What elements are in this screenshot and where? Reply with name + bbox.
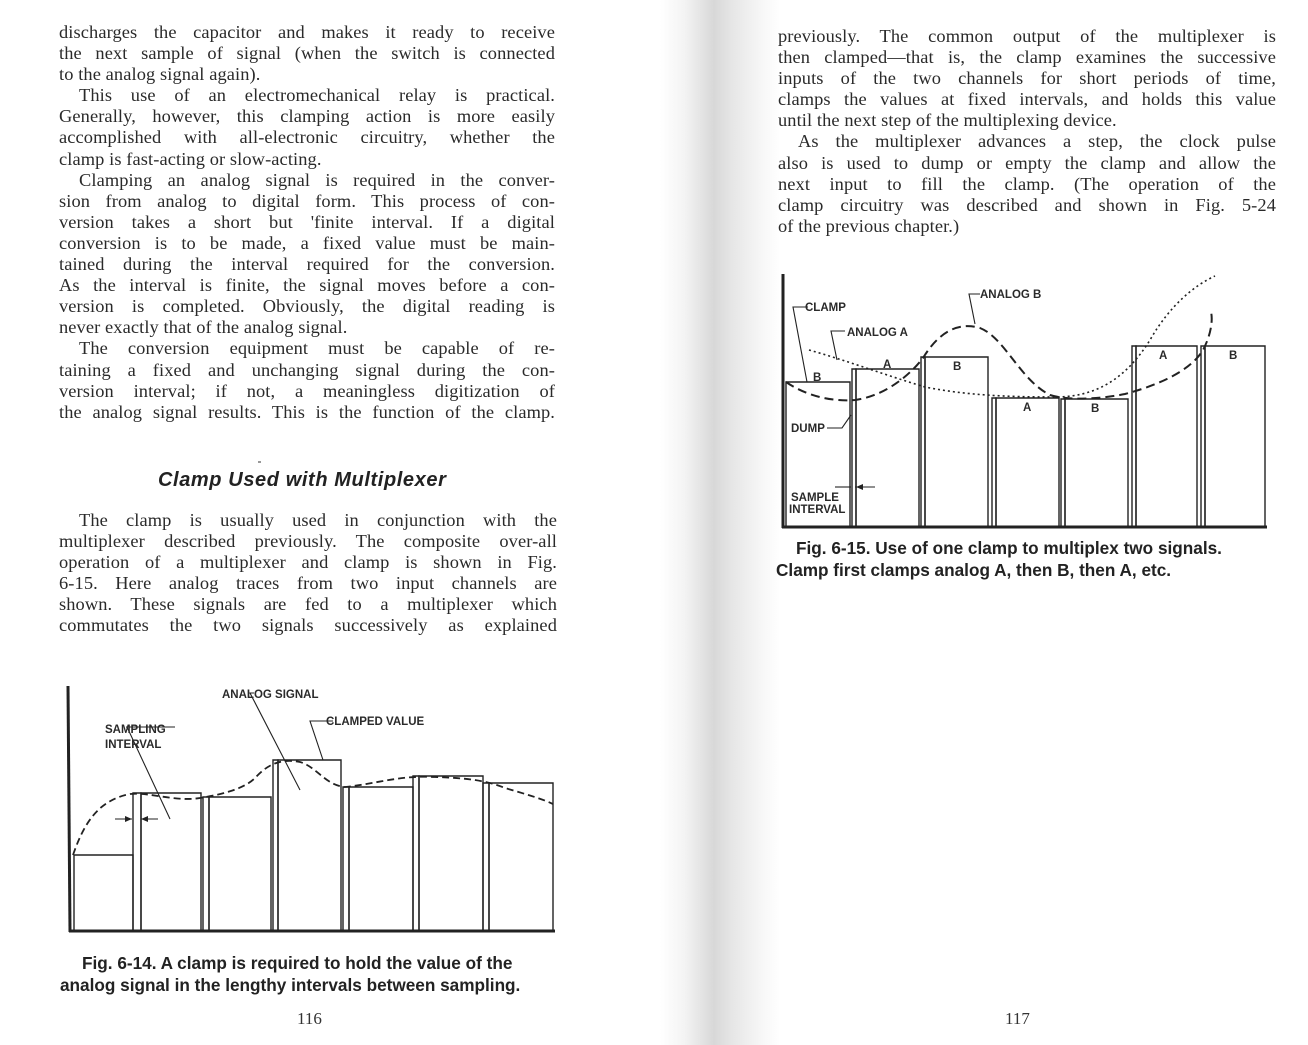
text-line: the analog signal results. This is the function of the clamp. <box>59 401 555 422</box>
text-line: This use of an electromechanical relay is practical. <box>79 85 555 106</box>
arrowhead <box>856 484 863 490</box>
text-line: never exactly that of the analog signal. <box>59 317 348 338</box>
sample-bar <box>483 783 489 931</box>
y-axis <box>68 686 70 932</box>
page-number-right: 117 <box>1005 1009 1030 1028</box>
hold-bar <box>489 783 553 931</box>
figure-6-15 <box>775 260 1275 540</box>
label-sampling: SAMPLING <box>105 724 166 736</box>
label-analog-signal: ANALOG SIGNAL <box>222 689 319 701</box>
text-line: Generally, however, this clamping action is more easily <box>59 106 555 127</box>
sample-bar <box>133 793 141 931</box>
text-line: shown. These signals are fed to a multiplexer which <box>59 594 557 615</box>
text-line: of the previous chapter.) <box>778 215 960 236</box>
text-line: then clamped—that is, the clamp examines the successive <box>778 47 1276 68</box>
clamp-bar-a <box>996 398 1059 527</box>
print-speck <box>258 461 261 463</box>
bar-label: B <box>1091 403 1100 415</box>
text-line: Clamping an analog signal is required in the conver- <box>79 169 555 190</box>
left-page-text-block-2 <box>59 510 557 637</box>
text-line: version interval; if not, a meaningless digitization of <box>59 380 555 401</box>
text-line: multiplexer described previously. The composite over-all <box>59 531 557 552</box>
figure-6-14-caption <box>60 952 560 996</box>
sample-bar <box>413 776 419 931</box>
label-analog-b: ANALOG B <box>980 289 1042 301</box>
analog-b-leader <box>969 294 980 324</box>
sample-bar <box>343 787 349 931</box>
bar-label: A <box>883 359 892 371</box>
figure-6-14 <box>55 680 565 950</box>
hold-bar <box>419 776 483 931</box>
page-number-left: 116 <box>297 1009 322 1028</box>
clamp-bar-a <box>856 369 919 527</box>
bar-label: B <box>813 372 822 384</box>
clamp-bar-b <box>925 357 988 527</box>
text-line: clamp is fast-acting or slow-acting. <box>59 148 322 169</box>
text-line: until the next step of the multiplexing device. <box>778 110 1117 131</box>
sample-bar <box>203 797 209 931</box>
bar-label: B <box>953 361 962 373</box>
text-line: The clamp is usually used in conjunction with the <box>79 510 557 530</box>
text-line: commutates the two signals successively as explained <box>59 615 557 636</box>
caption-line: Fig. 6-15. Use of one clamp to multiplex two signals. <box>796 538 1222 558</box>
arrowhead <box>125 816 132 822</box>
hold-bar <box>141 793 201 931</box>
label-interval: INTERVAL <box>789 504 846 516</box>
label-interval: INTERVAL <box>105 739 162 751</box>
caption-line: Fig. 6-14. A clamp is required to hold the value of the <box>82 953 513 973</box>
text-line: sion from analog to digital form. This process of con- <box>59 190 555 211</box>
figure-6-15-caption <box>776 537 1276 581</box>
section-heading: Clamp Used with Multiplexer <box>158 469 447 491</box>
sample-bar <box>273 760 278 931</box>
text-line: accomplished with all-electronic circuitry, whether the <box>59 127 555 148</box>
hold-bar <box>209 797 271 931</box>
text-line: The conversion equipment must be capable of re- <box>79 338 555 359</box>
text-line: conversion is to be made, a fixed value must be main- <box>59 232 555 253</box>
analog-a-leader <box>831 331 845 360</box>
text-line: discharges the capacitor and makes it ready to receive <box>59 22 555 42</box>
dump-leader <box>827 415 851 428</box>
text-line: As the interval is finite, the signal moves before a con- <box>59 275 555 296</box>
figure-6-15-diagram <box>775 260 1275 540</box>
figure-6-14-diagram <box>55 680 565 950</box>
text-line: 6-15. Here analog traces from two input channels are <box>59 573 557 594</box>
text-line: inputs of the two channels for short periods of time, <box>778 68 1276 89</box>
right-page-text-block <box>778 26 1276 237</box>
text-line: previously. The common output of the multiplexer is <box>778 26 1276 46</box>
text-line: next input to fill the clamp. (The operation of the <box>778 173 1276 194</box>
clamp-bar-b <box>1065 399 1128 527</box>
text-line: tained during the interval required for the conversion. <box>59 254 555 275</box>
text-line: As the multiplexer advances a step, the clock pulse <box>798 131 1276 152</box>
hold-bar <box>74 855 133 931</box>
caption-line: Clamp first clamps analog A, then B, then A, etc. <box>776 560 1172 580</box>
text-line: clamps the values at fixed intervals, and holds this value <box>778 89 1276 110</box>
text-line: the next sample of signal (when the switch is connected <box>59 43 555 64</box>
analog-signal-curve <box>73 761 553 855</box>
hold-bar <box>349 787 413 931</box>
label-analog-a: ANALOG A <box>847 327 908 339</box>
caption-line: analog signal in the lengthy intervals between sampling. <box>60 975 521 995</box>
clamp-bar-a <box>1136 346 1197 527</box>
clamp-bar-b <box>1205 346 1265 527</box>
bar-label: A <box>1023 402 1032 414</box>
text-line: clamp circuitry was described and shown in Fig. 5-24 <box>778 194 1276 215</box>
text-line: also is used to dump or empty the clamp and allow the <box>778 152 1276 173</box>
book-gutter <box>660 0 780 1045</box>
label-sample: SAMPLE <box>791 492 839 504</box>
bar-label: B <box>1229 350 1238 362</box>
text-line: operation of a multiplexer and clamp is shown in Fig. <box>59 552 557 573</box>
text-line: version takes a short but 'finite interval. If a digital <box>59 211 555 232</box>
clamp-leader <box>793 307 808 382</box>
label-clamp: CLAMP <box>805 302 846 314</box>
bar-label: A <box>1159 350 1168 362</box>
left-page-text-block-1 <box>59 22 555 423</box>
hold-bar <box>278 760 341 931</box>
label-dump: DUMP <box>791 423 825 435</box>
text-line: version is completed. Obviously, the digital reading is <box>59 296 555 317</box>
arrowhead <box>141 816 148 822</box>
text-line: to the analog signal again). <box>59 64 261 85</box>
label-clamped-value: CLAMPED VALUE <box>326 716 425 728</box>
text-line: taining a fixed and unchanging signal during the con- <box>59 359 555 380</box>
